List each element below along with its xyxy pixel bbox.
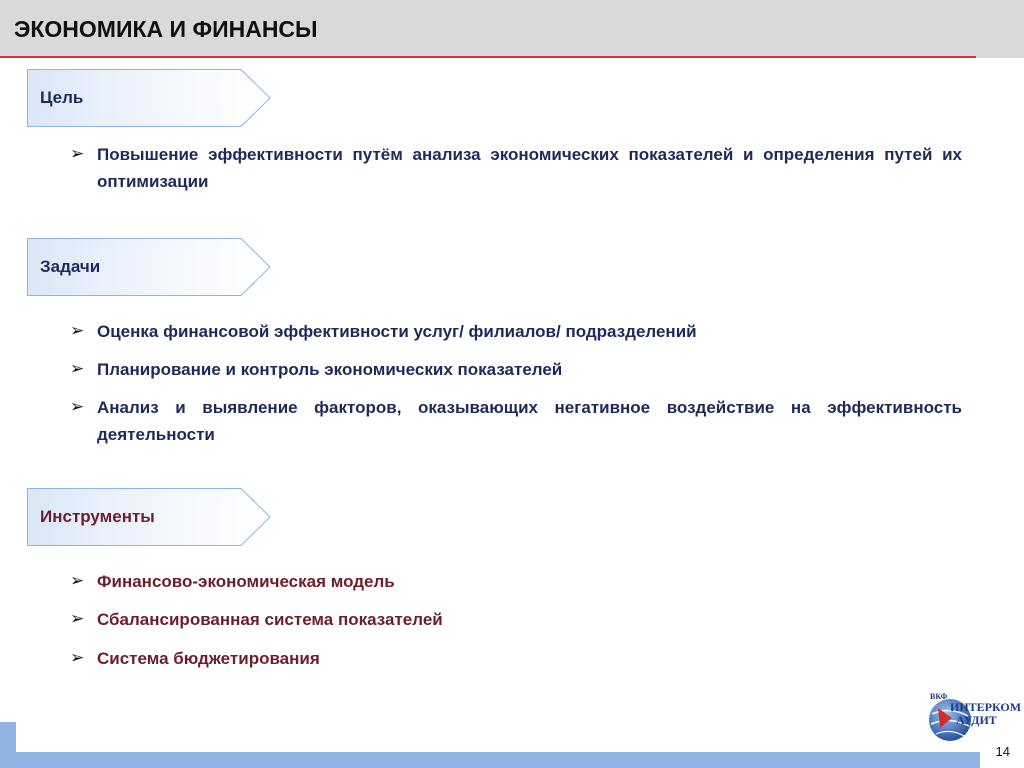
list-item <box>70 318 962 345</box>
arrow-bullet-icon: ➢ <box>70 609 85 629</box>
logo-line1: ИНТЕРКОМ <box>950 700 1022 714</box>
list-item <box>70 141 962 195</box>
bullet-text: Повышение эффективности путём анализа экономических показателей и определения путей их оптимизации <box>97 145 962 191</box>
list-item <box>70 394 962 448</box>
logo-line2: АУДИТ <box>956 713 997 727</box>
arrow-bullet-icon: ➢ <box>70 321 85 341</box>
bullet-text: Сбалансированная система показателей <box>97 610 443 629</box>
slide-header <box>0 0 1024 58</box>
section-tab-tools <box>27 488 271 546</box>
page-number: 14 <box>995 744 1010 759</box>
company-logo <box>928 688 1024 744</box>
section-label-tasks: Задачи <box>40 257 101 276</box>
section-label-goal: Цель <box>40 88 84 107</box>
section-tab-tasks <box>27 238 271 296</box>
logo-small-text: ВКФ <box>930 692 948 701</box>
slide-title: ЭКОНОМИКА И ФИНАНСЫ <box>14 16 318 42</box>
arrow-bullet-icon: ➢ <box>70 648 85 668</box>
footer-bar <box>0 752 1024 768</box>
arrow-bullet-icon: ➢ <box>70 359 85 379</box>
list-item <box>70 568 962 595</box>
section-tab-goal <box>27 69 271 127</box>
list-item <box>70 606 962 633</box>
bullet-text: Анализ и выявление факторов, оказывающих негативное воздействие на эффективность деятельности <box>97 398 962 444</box>
section-label-tools: Инструменты <box>40 507 155 526</box>
arrow-bullet-icon: ➢ <box>70 397 85 417</box>
arrow-bullet-icon: ➢ <box>70 571 85 591</box>
bullet-text: Оценка финансовой эффективности услуг/ филиалов/ подразделений <box>97 322 697 341</box>
bullet-text: Финансово-экономическая модель <box>97 572 395 591</box>
bullet-text: Система бюджетирования <box>97 649 320 668</box>
list-item <box>70 645 962 672</box>
bullet-text: Планирование и контроль экономических показателей <box>97 360 563 379</box>
list-item <box>70 356 962 383</box>
header-divider <box>0 56 976 58</box>
arrow-bullet-icon: ➢ <box>70 144 85 164</box>
